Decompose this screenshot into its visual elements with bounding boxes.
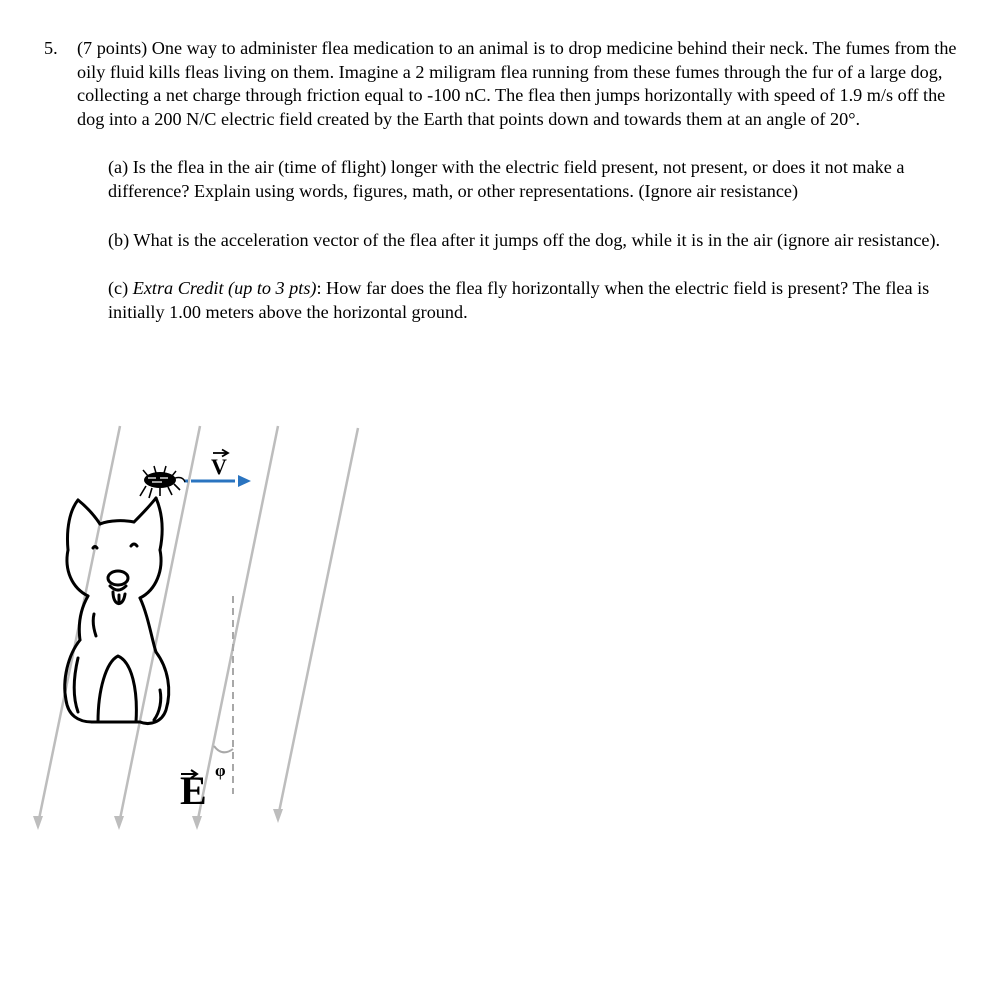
part-a: (a) Is the flea in the air (time of flight) longer with the electric field present, not present, or does it not make a difference? Explain using words, figures, math, or other representations. (Ignore air resistance) [108,157,905,201]
part-c-question: : How far does the flea fly horizontally when the electric field is present? The flea is initially 1.00 meters above the horizontal ground. [108,278,930,322]
field-arrowhead [114,816,124,830]
problem-intro: (7 points) One way to administer flea medication to an animal is to drop medicine behind their neck. The fumes from the oily fluid kills fleas living on them. Imagine a 2 miligram flea running from these fumes through the fur of a large dog, collecting a net charge through friction equal to -100 nC. The flea then jumps horizontally with speed of 1.9 m/s off the dog into a 200 N/C electric field created by the Earth that points down and towards them at an angle of 20°. [77,38,957,129]
field-arrowheads [33,809,283,830]
velocity-label-group [211,450,228,480]
angle-label: φ [215,761,226,780]
field-arrowhead [33,816,43,830]
part-c [108,277,969,324]
velocity-label: V [211,454,227,479]
angle-arc [214,746,233,752]
field-arrowhead [273,809,283,823]
field-line [278,428,358,817]
electric-field-lines [38,426,358,824]
field-line [197,426,278,824]
dog-illustration [65,498,169,724]
field-label: E [180,768,207,813]
part-c-prefix: (c) [108,278,133,299]
flea-dog-figure [0,400,420,840]
field-label-group [180,768,207,813]
part-c-extra-credit: Extra Credit (up to 3 pts) [132,278,317,299]
flea-icon [140,466,185,498]
problem-5 [44,37,969,324]
part-b: (b) What is the acceleration vector of the flea after it jumps off the dog, while it is in the air (ignore air resistance). [108,229,941,250]
problem-number: 5. [44,38,58,58]
field-arrowhead [192,816,202,830]
